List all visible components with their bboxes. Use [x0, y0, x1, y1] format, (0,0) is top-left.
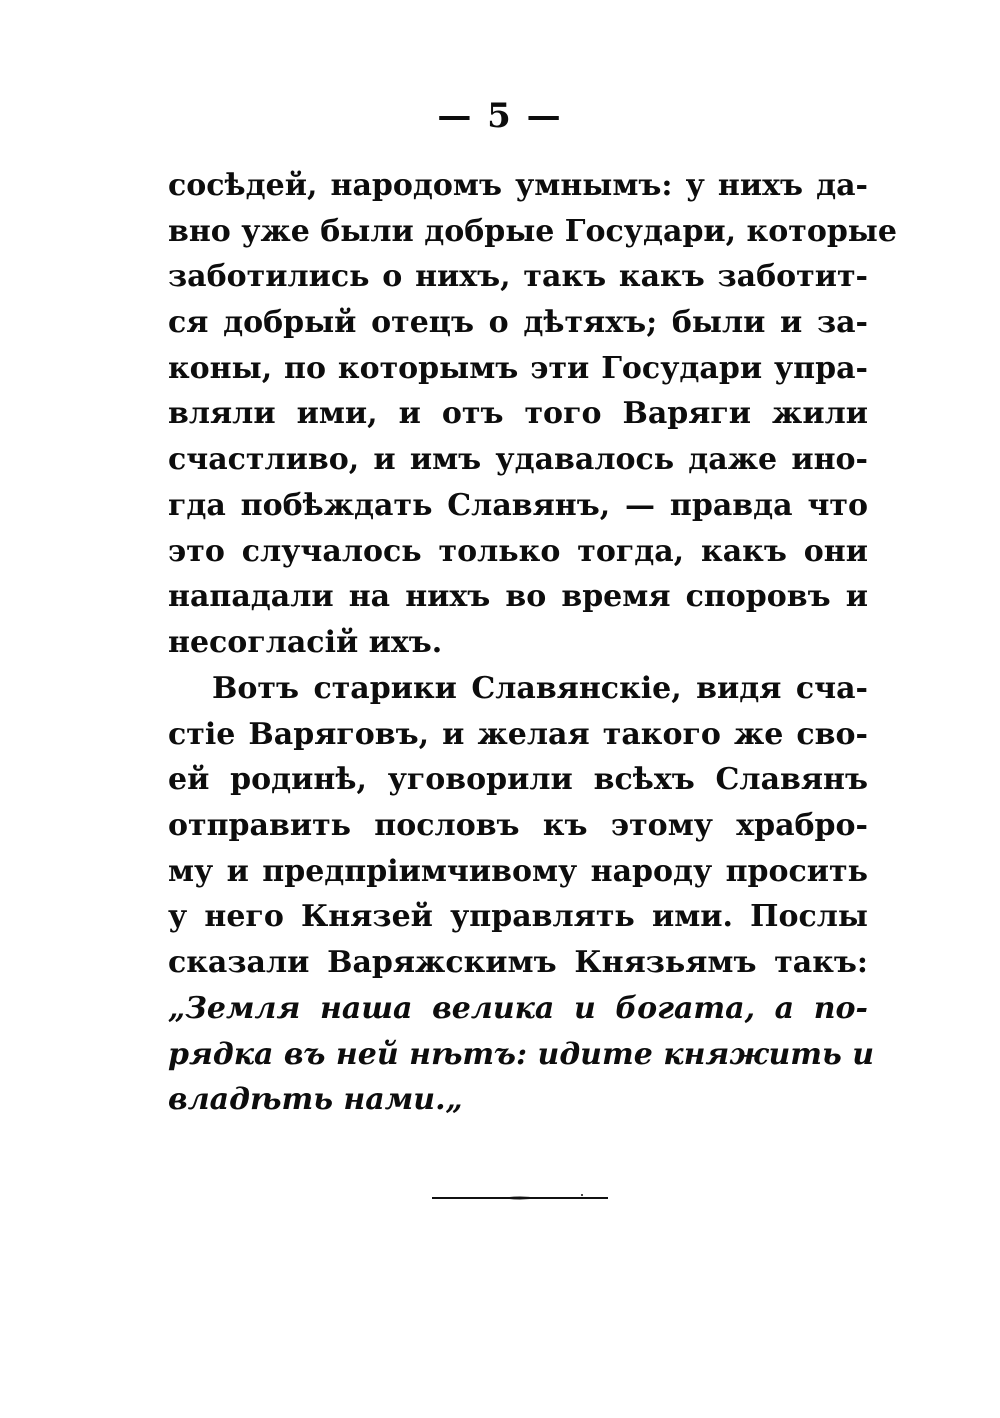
text-line: у него Князей управлять ими. Послы: [168, 899, 868, 935]
quote-line: рядка въ ней нѣтъ: идите княжить и: [168, 1036, 875, 1072]
text-line: вляли ими, и отъ того Варяги жили: [168, 396, 868, 432]
text-line: му и предпріимчивому народу просить: [168, 853, 868, 889]
text-line: вно уже были добрые Государи, которые: [168, 213, 897, 249]
text-line: ей родинѣ, уговорили всѣхъ Славянъ: [168, 762, 868, 798]
page-number: — 5 —: [437, 96, 563, 136]
quote-line: „Земля наша велика и богата, а по-: [168, 990, 868, 1026]
quote-line: владѣть нами.„: [168, 1082, 463, 1118]
text-line: нападали на нихъ во время споровъ и: [168, 579, 868, 615]
text-line: коны, по которымъ эти Государи упра-: [168, 350, 868, 386]
text-line: стіе Варяговъ, и желая такого же сво-: [168, 716, 868, 752]
text-line: несогласій ихъ.: [168, 624, 443, 660]
text-line: заботились о нихъ, такъ какъ заботит-: [168, 259, 868, 295]
text-line: Вотъ старики Славянскіе, видя сча-: [212, 671, 868, 706]
text-line: это случалось только тогда, какъ они: [168, 533, 868, 569]
paragraph-2: [168, 666, 875, 1123]
text-line: сосѣдей, народомъ умнымъ: у нихъ да-: [168, 168, 868, 203]
text-line: ся добрый отецъ о дѣтяхъ; были и за-: [168, 305, 868, 341]
text-line: счастливо, и имъ удавалось даже ино-: [168, 442, 868, 478]
text-line: гда побѣждать Славянъ, — правда что: [168, 487, 868, 523]
tailpiece-rule: [432, 1194, 608, 1202]
paragraph-1: [168, 163, 897, 666]
text-line: сказали Варяжскимъ Князьямъ такъ:: [168, 945, 868, 981]
text-line: отправить пословъ къ этому храбро-: [168, 808, 868, 844]
